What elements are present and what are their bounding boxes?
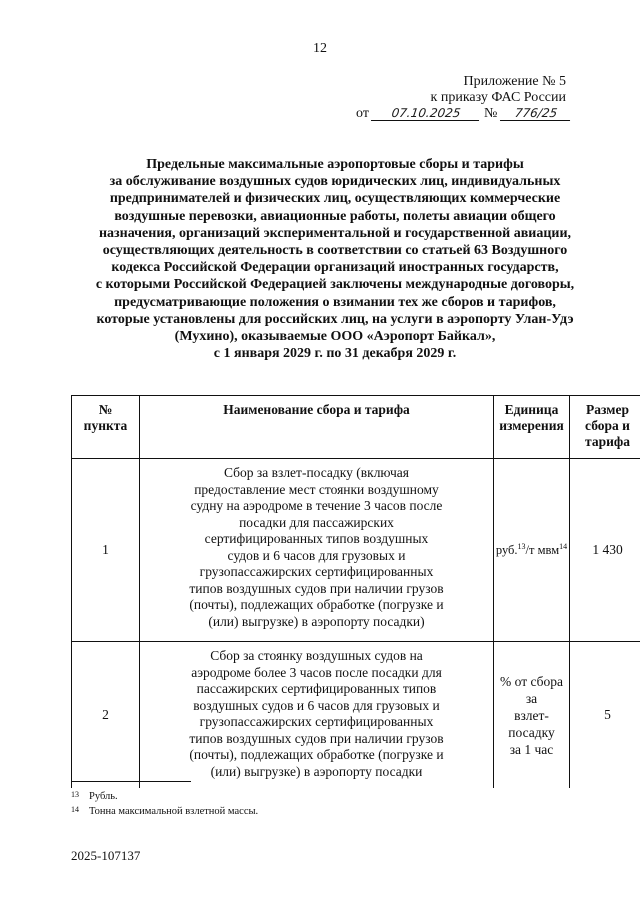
tariffs-table [71,395,640,788]
title-line: Предельные максимальные аэропортовые сборы и тарифы [146,157,524,172]
footnote-text: Тонна максимальной взлетной массы. [89,806,259,817]
date-prefix: от [356,106,369,121]
footnote-text: Рубль. [89,791,118,802]
title-line: которые установлены для российских лиц, на услуги в аэропорту Улан-Удэ [96,311,574,327]
row-number: 1 [72,459,140,642]
title-line: предпринимателей и физических лиц, осуществляющих коммерческие [109,191,561,207]
fee-amount: 5 [570,642,640,789]
appendix-order-ref: к приказу ФАС России [430,90,566,105]
table-row [72,642,640,789]
table-header-row [72,396,640,459]
appendix-date-line [356,106,566,122]
footnote-mark: 14 [71,805,79,814]
fee-name: Сбор за стоянку воздушных судов на аэродроме более 3 часов после посадки для пассажирских сертифицированных типов воздушных судов и 6 часов для грузовых и грузопассажирских сертифицированных типов воздушных судов при наличии грузов (почты), подлежащих обработке (погрузке и (или) выгрузке) в аэропорту посадки [140,642,494,789]
footnote-separator [71,781,191,782]
document-code: 2025-107137 [71,848,141,863]
header-item-number: № пункта [72,396,140,459]
header-amount: Размер сбора и тарифа [570,396,640,459]
title-line: за обслуживание воздушных судов юридических лиц, индивидуальных [109,174,561,190]
document-title [70,156,600,362]
header-fee-name: Наименование сбора и тарифа [140,396,494,459]
fee-amount: 1 430 [570,459,640,642]
title-line: (Мухино), оказываемые ООО «Аэропорт Байкал», [174,329,496,345]
footnote-mark: 13 [71,790,79,799]
page-number: 12 [313,41,327,56]
title-line: с 1 января 2029 г. по 31 декабря 2029 г. [213,346,457,362]
row-number: 2 [72,642,140,789]
title-line: с которыми Российской Федерацией заключены международные договоры, [95,277,575,293]
title-line: назначения, организаций экспериментальной и государственной авиации, [98,225,572,241]
appendix-header [356,74,566,122]
unit-of-measure: % от сбора за взлет- посадку за 1 час [494,642,570,789]
unit-of-measure: руб.$^{13}$/т мвм$^{14}$ [494,459,570,642]
title-line: кодекса Российской Федерации организаций иностранных государств, [111,260,559,276]
footnote-ref: 14 [559,541,568,551]
footnote [71,789,258,804]
table-row [72,459,640,642]
title-line: воздушные перевозки, авиационные работы, полеты авиации общего [114,208,556,224]
handwritten-date: 07.10.2025 [371,106,481,121]
footnotes [71,789,258,819]
number-prefix: № [483,106,498,121]
fee-name: Сбор за взлет-посадку (включая предоставление мест стоянки воздушному судну на аэродроме в течение 3 часов после посадки для пассажирских сертифицированных типов воздушных судов и 6 часов для грузовых и грузопассажирских сертифицированных типов воздушных судов при наличии грузов (почты), подлежащих обработке (погрузке и (или) выгрузке) в аэропорту посадки) [140,459,494,642]
title-line: осуществляющих деятельность в соответствии со статьей 63 Воздушного [102,243,568,259]
appendix-title: Приложение № 5 [463,74,566,89]
footnote [71,804,258,819]
footnote-ref: 13 [517,541,526,551]
header-unit: Единица измерения [494,396,570,459]
handwritten-number: 776/25 [500,106,572,121]
title-line: предусматривающие положения о взимании тех же сборов и тарифов, [114,294,556,310]
